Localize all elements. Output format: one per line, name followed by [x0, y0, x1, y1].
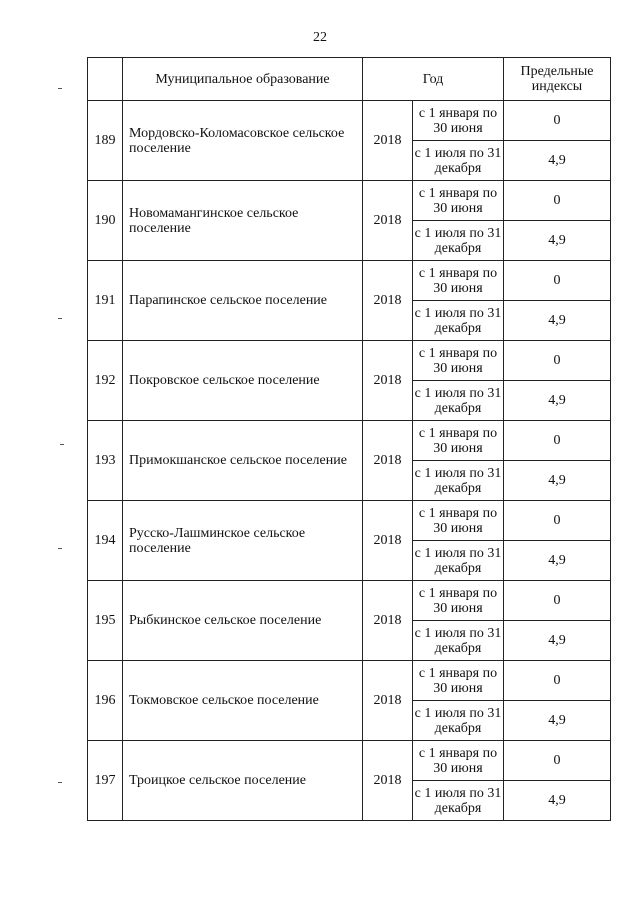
- year-cell: 2018: [363, 261, 413, 341]
- table-row: [88, 421, 611, 461]
- period-cell: с 1 июля по 31 декабря: [413, 301, 504, 341]
- period-cell: с 1 января по 30 июня: [413, 181, 504, 221]
- row-number: 193: [88, 421, 123, 501]
- scan-mark: [58, 318, 62, 319]
- municipality-name: Парапинское сельское поселение: [123, 261, 363, 341]
- header-year: Год: [363, 58, 504, 101]
- index-value: 4,9: [504, 141, 611, 181]
- table-row: [88, 501, 611, 541]
- header-municipality: Муниципальное образование: [123, 58, 363, 101]
- year-cell: 2018: [363, 181, 413, 261]
- table-header-row: [88, 58, 611, 101]
- index-value: 0: [504, 421, 611, 461]
- index-value: 0: [504, 261, 611, 301]
- municipality-name: Троицкое сельское поселение: [123, 741, 363, 821]
- index-value: 4,9: [504, 381, 611, 421]
- period-cell: с 1 января по 30 июня: [413, 421, 504, 461]
- table-row: [88, 181, 611, 221]
- index-value: 4,9: [504, 701, 611, 741]
- index-value: 4,9: [504, 301, 611, 341]
- scan-mark: [58, 548, 62, 549]
- header-num: [88, 58, 123, 101]
- year-cell: 2018: [363, 661, 413, 741]
- row-number: 191: [88, 261, 123, 341]
- municipality-name: Мордовско-Коломасовское сельское поселение: [123, 101, 363, 181]
- period-cell: с 1 января по 30 июня: [413, 341, 504, 381]
- header-limit-index: Предельные индексы: [504, 58, 611, 101]
- period-cell: с 1 января по 30 июня: [413, 501, 504, 541]
- year-cell: 2018: [363, 101, 413, 181]
- period-cell: с 1 января по 30 июня: [413, 261, 504, 301]
- year-cell: 2018: [363, 501, 413, 581]
- table-row: [88, 261, 611, 301]
- municipality-name: Примокшанское сельское поселение: [123, 421, 363, 501]
- scan-mark: [58, 782, 62, 783]
- index-value: 0: [504, 741, 611, 781]
- year-cell: 2018: [363, 421, 413, 501]
- period-cell: с 1 июля по 31 декабря: [413, 221, 504, 261]
- table-row: [88, 661, 611, 701]
- scan-mark: [60, 444, 64, 445]
- row-number: 194: [88, 501, 123, 581]
- limit-index-table: [87, 57, 611, 821]
- table-row: [88, 741, 611, 781]
- period-cell: с 1 января по 30 июня: [413, 661, 504, 701]
- year-cell: 2018: [363, 741, 413, 821]
- row-number: 197: [88, 741, 123, 821]
- index-value: 4,9: [504, 621, 611, 661]
- municipality-name: Рыбкинское сельское поселение: [123, 581, 363, 661]
- index-value: 0: [504, 581, 611, 621]
- row-number: 190: [88, 181, 123, 261]
- index-value: 0: [504, 181, 611, 221]
- municipality-name: Русско-Лашминское сельское поселение: [123, 501, 363, 581]
- index-value: 4,9: [504, 781, 611, 821]
- year-cell: 2018: [363, 581, 413, 661]
- period-cell: с 1 января по 30 июня: [413, 741, 504, 781]
- row-number: 196: [88, 661, 123, 741]
- period-cell: с 1 июля по 31 декабря: [413, 461, 504, 501]
- period-cell: с 1 июля по 31 декабря: [413, 701, 504, 741]
- period-cell: с 1 июля по 31 декабря: [413, 541, 504, 581]
- municipality-name: Токмовское сельское поселение: [123, 661, 363, 741]
- period-cell: с 1 июля по 31 декабря: [413, 141, 504, 181]
- municipality-name: Новомамангинское сельское поселение: [123, 181, 363, 261]
- period-cell: с 1 июля по 31 декабря: [413, 621, 504, 661]
- index-value: 4,9: [504, 541, 611, 581]
- index-value: 0: [504, 661, 611, 701]
- municipality-name: Покровское сельское поселение: [123, 341, 363, 421]
- index-value: 0: [504, 341, 611, 381]
- period-cell: с 1 января по 30 июня: [413, 581, 504, 621]
- index-value: 4,9: [504, 221, 611, 261]
- index-value: 0: [504, 101, 611, 141]
- table-body: [88, 101, 611, 821]
- row-number: 189: [88, 101, 123, 181]
- scan-mark: [58, 88, 62, 89]
- period-cell: с 1 января по 30 июня: [413, 101, 504, 141]
- table-row: [88, 341, 611, 381]
- period-cell: с 1 июля по 31 декабря: [413, 781, 504, 821]
- row-number: 195: [88, 581, 123, 661]
- index-value: 4,9: [504, 461, 611, 501]
- year-cell: 2018: [363, 341, 413, 421]
- table-row: [88, 581, 611, 621]
- period-cell: с 1 июля по 31 декабря: [413, 381, 504, 421]
- row-number: 192: [88, 341, 123, 421]
- index-value: 0: [504, 501, 611, 541]
- table-row: [88, 101, 611, 141]
- page-number: 22: [313, 30, 327, 45]
